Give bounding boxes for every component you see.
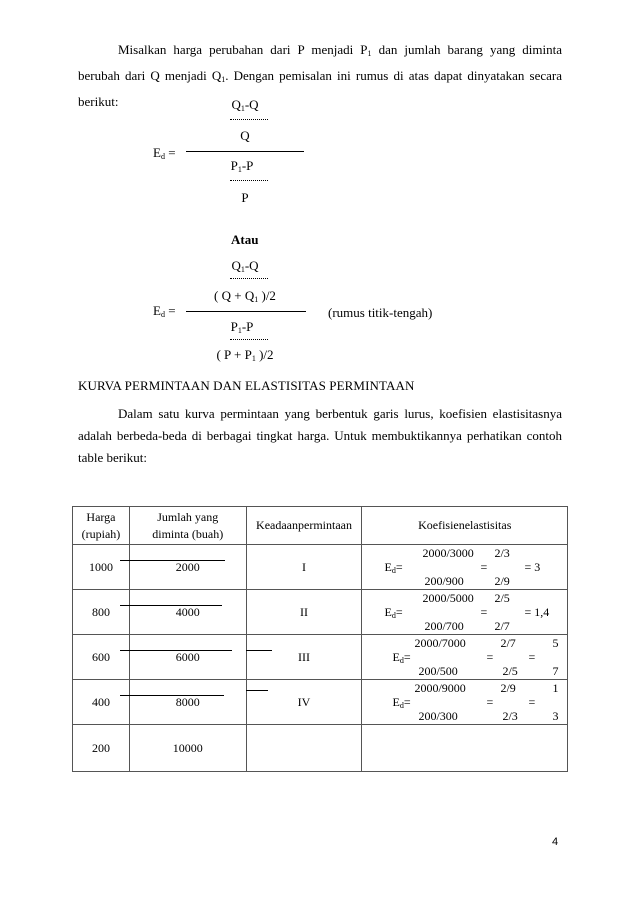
koef-top-fraction: 2000/3000 xyxy=(422,546,474,560)
intro-sub-2: 1 xyxy=(221,75,226,84)
koef-top-fraction: 2000/5000 xyxy=(422,591,474,605)
f2-main-line xyxy=(186,311,306,312)
table-row xyxy=(73,635,568,680)
koef-top-fraction: 2000/7000 xyxy=(414,636,466,650)
f1-den-dots xyxy=(230,180,268,181)
f1-den-top: $P_1-P$ xyxy=(230,158,254,174)
cell-harga: 600 xyxy=(73,635,130,680)
cell-harga: 800 xyxy=(73,590,130,635)
section-heading: KURVA PERMINTAAN DAN ELASTISITAS PERMINTAAN xyxy=(78,378,415,393)
cell-keadaan xyxy=(246,725,362,772)
cell-jumlah: 10000 xyxy=(129,725,246,772)
koef-result-bottom: 3 xyxy=(552,709,559,723)
koef-bottom-fraction: 200/300 xyxy=(418,709,458,723)
cell-keadaan: II xyxy=(246,590,362,635)
cell-koefisien xyxy=(362,680,568,725)
table-row xyxy=(73,590,568,635)
koef-result-bottom: 7 xyxy=(552,664,559,678)
koef-result-top: 1 xyxy=(552,681,559,695)
ed-label: $E_d=$ xyxy=(392,650,411,665)
cell-harga: 400 xyxy=(73,680,130,725)
f1-num-dots xyxy=(230,119,268,120)
koef-top-ratio: 2/9 xyxy=(500,681,516,695)
table-header-row xyxy=(73,507,568,545)
koef-bottom-ratio: 2/5 xyxy=(502,664,518,678)
ed-label: $E_d=$ xyxy=(384,560,403,575)
table-row xyxy=(73,545,568,590)
koef-mid-eq: = xyxy=(486,650,494,664)
f2-num-dots xyxy=(230,278,268,279)
koef-mid-eq: = xyxy=(480,605,488,619)
header-jumlah: Jumlah yang diminta (buah) xyxy=(129,507,246,545)
cell-jumlah: 2000 xyxy=(129,545,246,590)
koef-top-ratio: 2/5 xyxy=(494,591,510,605)
cell-koefisien xyxy=(362,590,568,635)
cell-jumlah: 4000 xyxy=(129,590,246,635)
f1-den-bottom: P xyxy=(241,190,249,205)
f1-num-bottom: Q xyxy=(240,128,250,143)
table-row xyxy=(73,680,568,725)
f1-num-top: $Q_1-Q$ xyxy=(231,97,259,113)
f2-num-top: $Q_1-Q$ xyxy=(231,258,259,274)
koef-result: = 1,4 xyxy=(524,605,550,619)
table-row xyxy=(73,725,568,772)
intro-sub-1: 1 xyxy=(367,49,372,58)
koef-mid-eq: = xyxy=(486,695,494,709)
koef-top-fraction: 2000/9000 xyxy=(414,681,466,695)
header-harga: Harga (rupiah) xyxy=(73,507,130,545)
cell-koefisien xyxy=(362,635,568,680)
ed-label: $E_d=$ xyxy=(384,605,403,620)
intro-text-2: dan jumlah barang yang diminta berubah dari Q menjadi Q xyxy=(78,42,562,83)
f2-den-dots xyxy=(230,339,268,340)
or-label: Atau xyxy=(231,232,259,247)
koef-bottom-ratio: 2/9 xyxy=(494,574,510,588)
curve-line-segment xyxy=(246,690,268,691)
f2-den-top: $P_1-P$ xyxy=(230,319,254,335)
koef-result: = 3 xyxy=(524,560,541,574)
header-keadaan: Keadaanpermintaan xyxy=(246,507,362,545)
header-koef: Koefisienelastisitas xyxy=(362,507,568,545)
curve-line-segment xyxy=(120,605,222,606)
koef-bottom-fraction: 200/700 xyxy=(424,619,464,633)
koef-bottom-fraction: 200/500 xyxy=(418,664,458,678)
cell-keadaan: III xyxy=(246,635,362,680)
ed-label: $E_d=$ xyxy=(392,695,411,710)
f2-den-bottom: ( $P + P_1$ )/2 xyxy=(216,347,274,363)
f2-num-bottom: ( $Q + Q_1$ )/2 xyxy=(214,288,276,304)
page-number: 4 xyxy=(552,836,559,848)
koef-bottom-ratio: 2/3 xyxy=(502,709,518,723)
koef-result: = xyxy=(528,695,536,709)
curve-line-segment xyxy=(120,560,225,561)
koef-bottom-ratio: 2/7 xyxy=(494,619,510,633)
f1-lhs: $E_d$ = xyxy=(153,145,176,161)
cell-keadaan: I xyxy=(246,545,362,590)
f1-main-line xyxy=(186,151,304,152)
elasticity-table xyxy=(72,506,568,772)
section-paragraph: Dalam satu kurva permintaan yang berbentuk garis lurus, koefisien elastisitasnya adalah berbeda-beda di berbagai tingkat harga. Untuk membuktikannya perhatikan contoh table berikut: xyxy=(78,406,562,465)
cell-harga: 1000 xyxy=(73,545,130,590)
intro-paragraph xyxy=(78,39,562,113)
koef-result-top: 5 xyxy=(552,636,559,650)
cell-jumlah: 8000 xyxy=(129,680,246,725)
cell-harga: 200 xyxy=(73,725,130,772)
koef-result: = xyxy=(528,650,536,664)
intro-text-1: Misalkan harga perubahan dari P menjadi P xyxy=(118,42,368,57)
curve-line-segment xyxy=(246,650,272,651)
curve-line-segment xyxy=(120,650,232,651)
cell-keadaan: IV xyxy=(246,680,362,725)
curve-line-segment xyxy=(120,695,224,696)
intro-text-3: . Dengan pemisalan ini rumus di atas dapat dinyatakan secara berikut: xyxy=(78,68,562,109)
cell-koefisien xyxy=(362,545,568,590)
f2-note: (rumus titik-tengah) xyxy=(328,305,433,320)
koef-top-ratio: 2/3 xyxy=(494,546,510,560)
koef-top-ratio: 2/7 xyxy=(500,636,516,650)
koef-mid-eq: = xyxy=(480,560,488,574)
cell-koefisien xyxy=(362,725,568,772)
f2-lhs: $E_d$ = xyxy=(153,303,176,319)
koef-bottom-fraction: 200/900 xyxy=(424,574,464,588)
cell-jumlah: 6000 xyxy=(129,635,246,680)
